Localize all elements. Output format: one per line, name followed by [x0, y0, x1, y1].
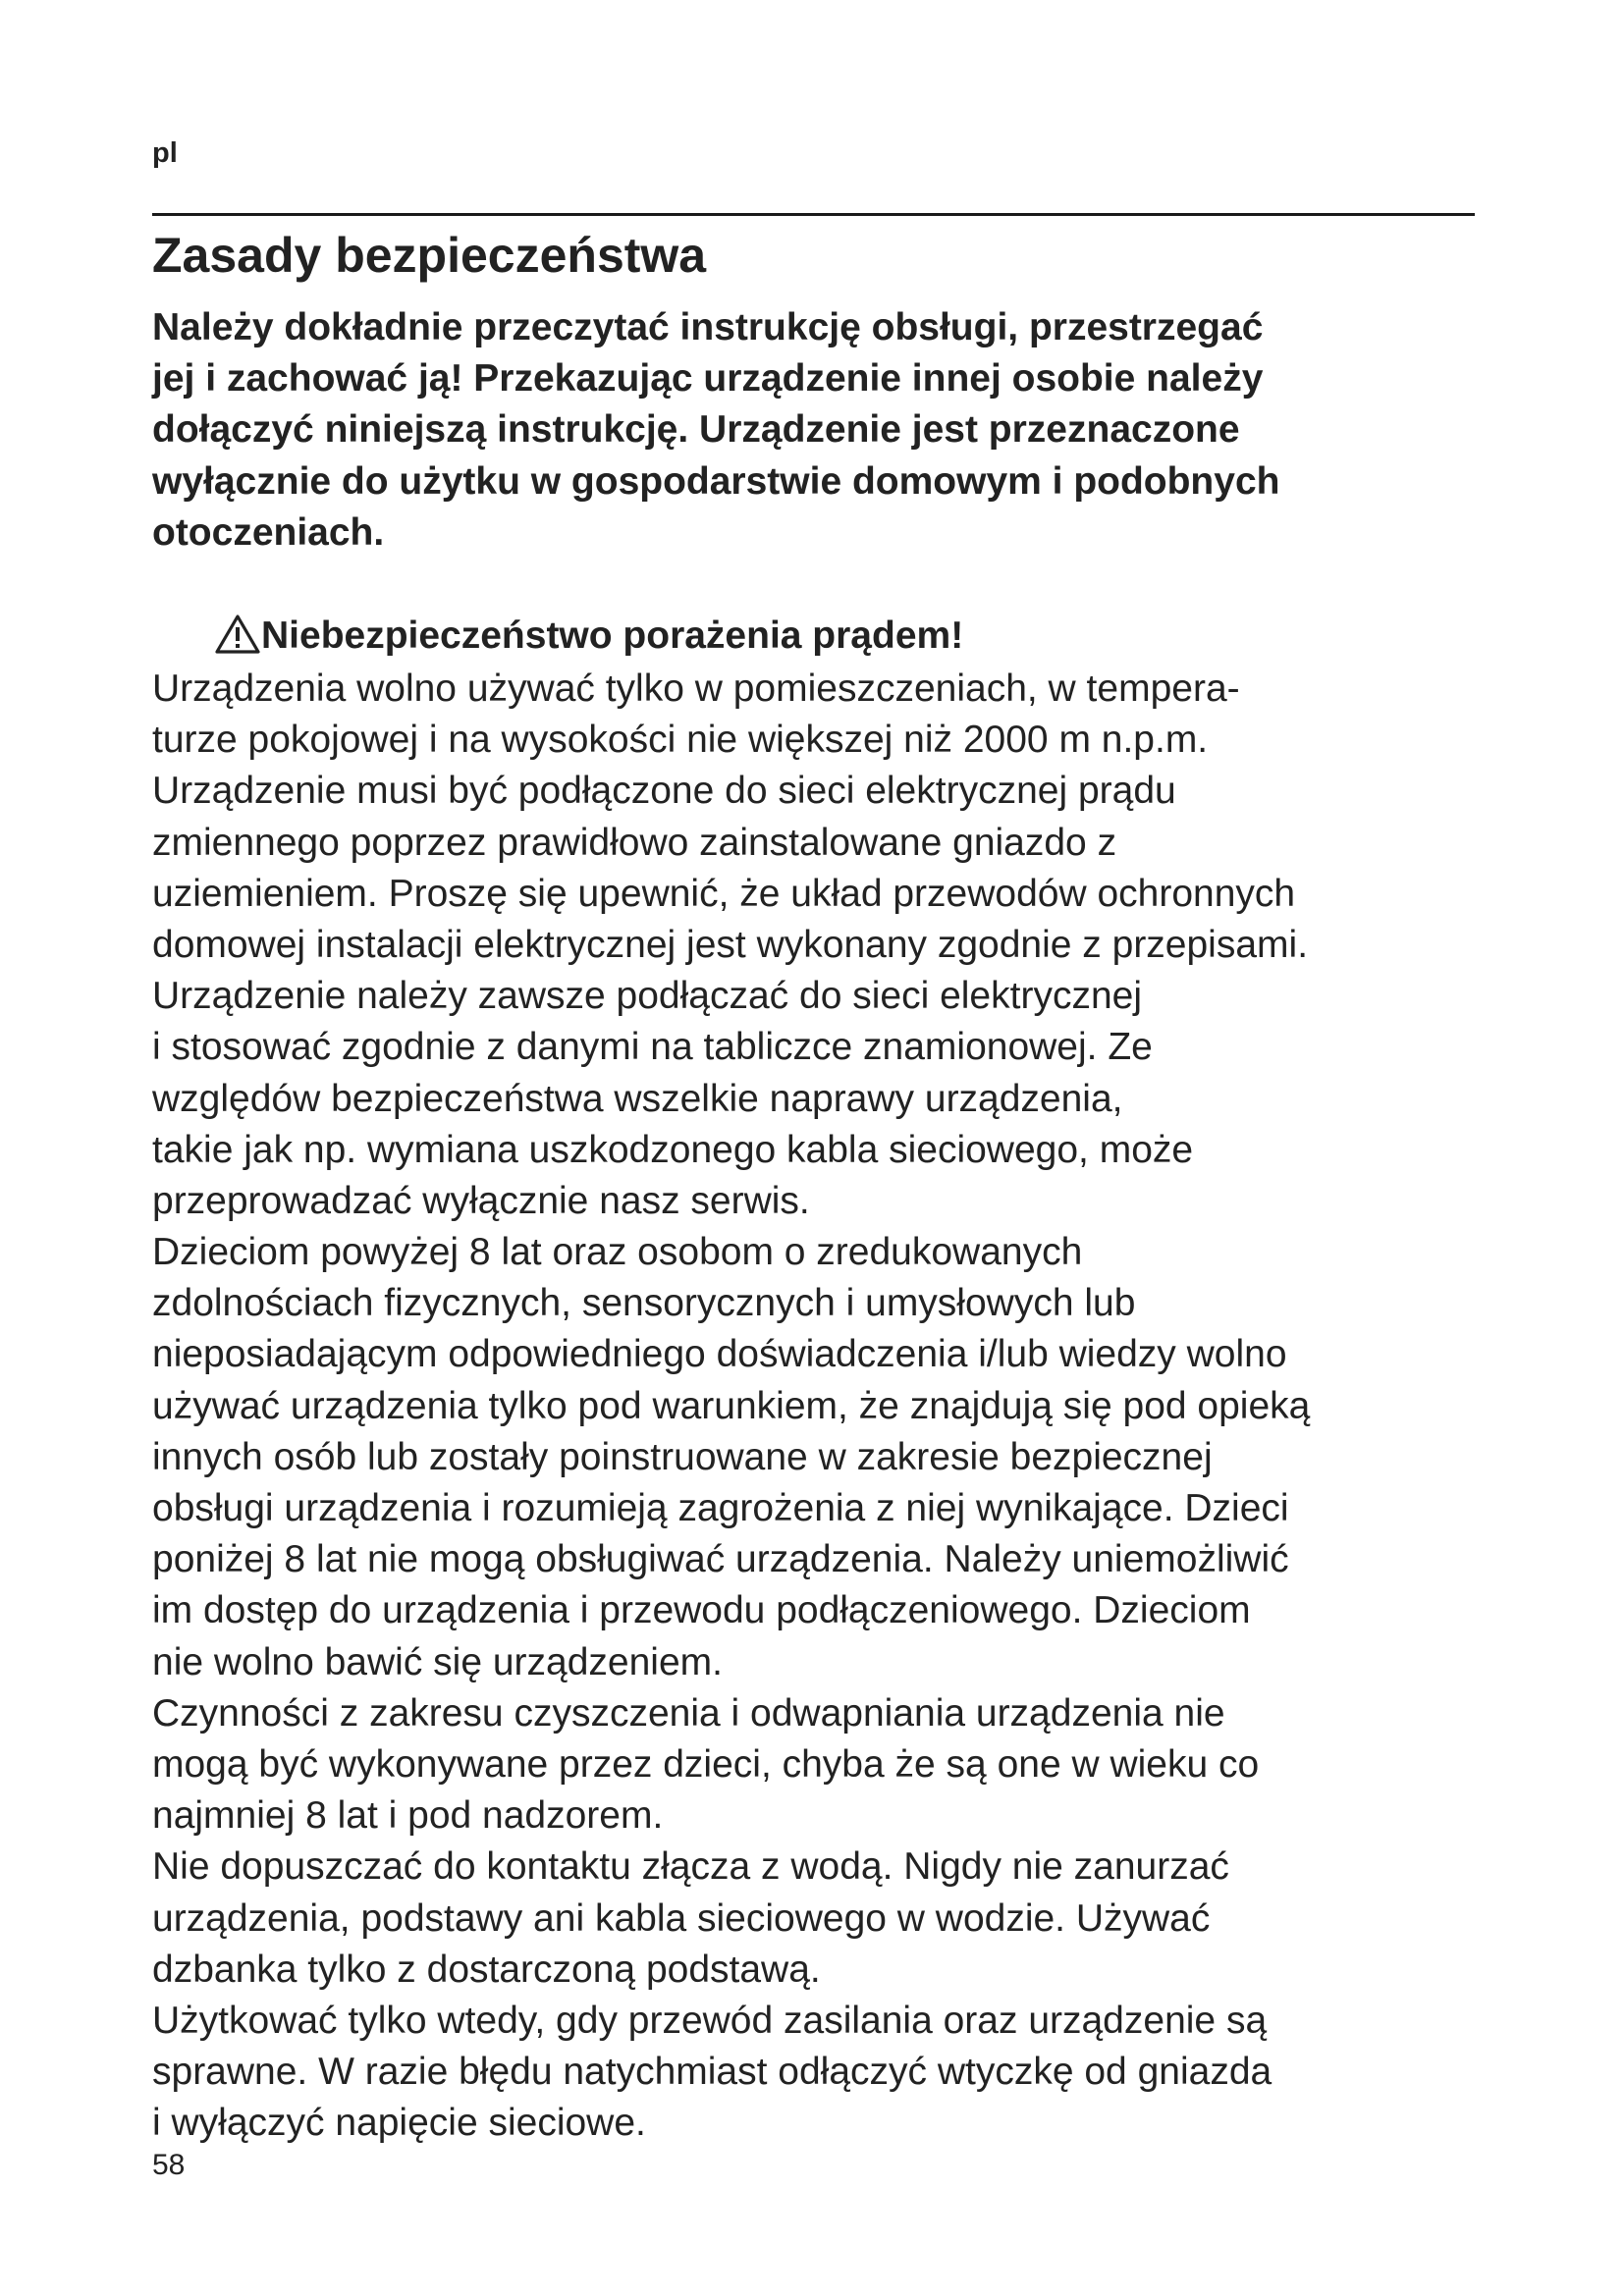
intro-line: jej i zachować ją! Przekazując urządzenie innej osobie należy — [152, 357, 1264, 400]
body-line: Nie dopuszczać do kontaktu złącza z wodą. Nigdy nie zanurzać — [152, 1845, 1229, 1889]
body-line: nie wolno bawić się urządzeniem. — [152, 1640, 723, 1683]
header-rule — [152, 213, 1475, 216]
body-line: Urządzenia wolno używać tylko w pomieszczeniach, w tempera- — [152, 667, 1240, 710]
intro-line: otoczeniach. — [152, 510, 385, 554]
section-title: Zasady bezpieczeństwa — [152, 228, 707, 283]
body-line: dzbanka tylko z dostarczoną podstawą. — [152, 1948, 821, 1991]
body-line: zdolnościach fizycznych, sensorycznych i umysłowych lub — [152, 1282, 1136, 1325]
page-number: 58 — [152, 2149, 186, 2181]
body-line: mogą być wykonywane przez dzieci, chyba że są one w wieku co — [152, 1742, 1260, 1786]
body-line: Dzieciom powyżej 8 lat oraz osobom o zredukowanych — [152, 1231, 1083, 1274]
body-line: Użytkować tylko wtedy, gdy przewód zasilania oraz urządzenie są — [152, 1999, 1268, 2042]
body-line: Urządzenie należy zawsze podłączać do sieci elektrycznej — [152, 975, 1142, 1018]
intro-line: Należy dokładnie przeczytać instrukcję obsługi, przestrzegać — [152, 306, 1264, 348]
body-line: Urządzenie musi być podłączone do sieci elektrycznej prądu — [152, 770, 1176, 813]
warning-triangle-icon — [214, 614, 261, 655]
body-line: i wyłączyć napięcie sieciowe. — [152, 2102, 646, 2145]
body-line: obsługi urządzenia i rozumieją zagrożenia z niej wynikające. Dzieci — [152, 1487, 1289, 1529]
body-line: urządzenia, podstawy ani kabla sieciowego w wodzie. Używać — [152, 1896, 1211, 1940]
intro-paragraph — [152, 303, 1507, 560]
warning-heading — [214, 612, 963, 661]
body-line: domowej instalacji elektrycznej jest wykonany zgodnie z przepisami. — [152, 923, 1309, 966]
body-line: najmniej 8 lat i pod nadzorem. — [152, 1794, 664, 1838]
body-line: i stosować zgodnie z danymi na tabliczce znamionowej. Ze — [152, 1026, 1153, 1069]
intro-line: dołączyć niniejszą instrukcję. Urządzenie jest przeznaczone — [152, 408, 1240, 452]
body-line: im dostęp do urządzenia i przewodu podłączeniowego. Dzieciom — [152, 1589, 1251, 1632]
body-line: nieposiadającym odpowiedniego doświadczenia i/lub wiedzy wolno — [152, 1333, 1287, 1376]
body-line: względów bezpieczeństwa wszelkie naprawy urządzenia, — [152, 1077, 1123, 1120]
body-line: poniżej 8 lat nie mogą obsługiwać urządzenia. Należy uniemożliwić — [152, 1538, 1289, 1581]
body-line: Czynności z zakresu czyszczenia i odwapniania urządzenia nie — [152, 1691, 1225, 1735]
warning-heading-text: Niebezpieczeństwo porażenia prądem! — [261, 614, 964, 657]
language-code: pl — [152, 137, 178, 169]
body-line: turze pokojowej i na wysokości nie większej niż 2000 m n.p.m. — [152, 719, 1209, 762]
body-line: uziemieniem. Proszę się upewnić, że układ przewodów ochronnych — [152, 872, 1296, 915]
body-line: przeprowadzać wyłącznie nasz serwis. — [152, 1179, 810, 1222]
body-line: zmiennego poprzez prawidłowo zainstalowane gniazdo z — [152, 821, 1117, 864]
intro-line: wyłącznie do użytku w gospodarstwie domowym i podobnych — [152, 459, 1280, 503]
body-text — [152, 664, 1507, 2149]
body-line: innych osób lub zostały poinstruowane w zakresie bezpiecznej — [152, 1435, 1213, 1478]
body-line: takie jak np. wymiana uszkodzonego kabla sieciowego, może — [152, 1128, 1194, 1171]
body-line: sprawne. W razie błędu natychmiast odłączyć wtyczkę od gniazda — [152, 2051, 1272, 2094]
body-line: używać urządzenia tylko pod warunkiem, że znajdują się pod opieką — [152, 1384, 1311, 1427]
